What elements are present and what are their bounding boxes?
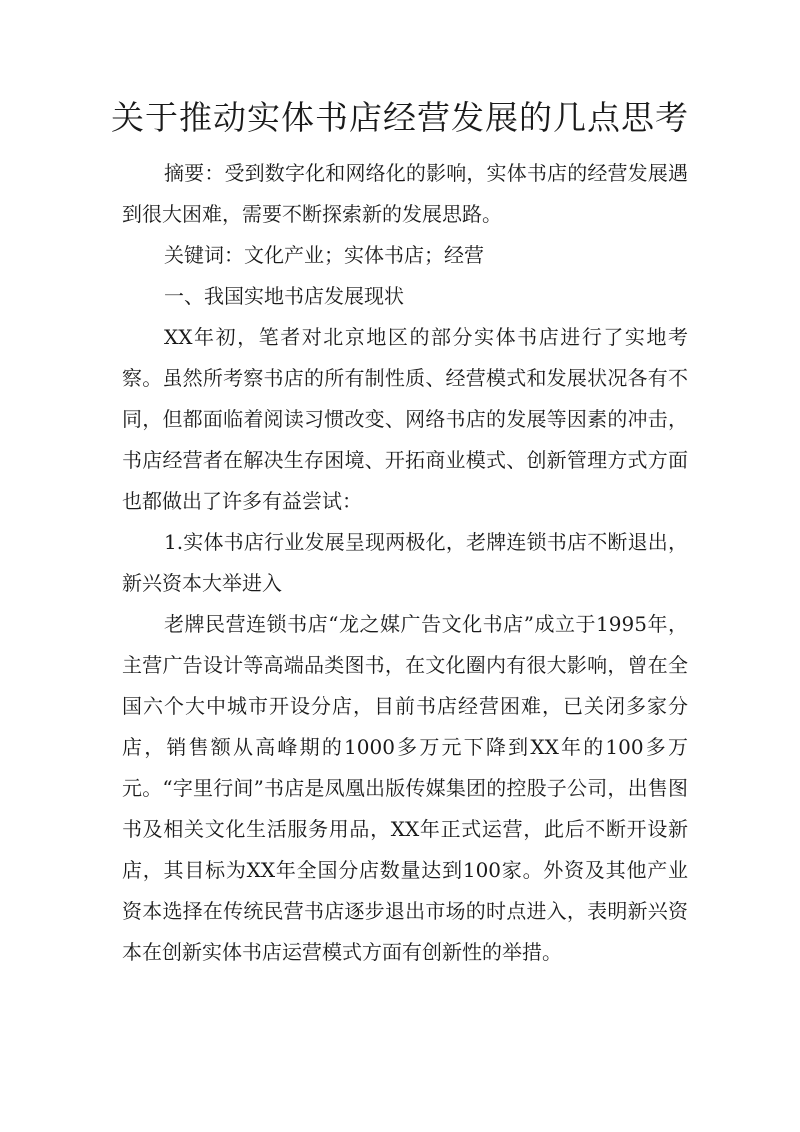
document-body bbox=[122, 153, 688, 973]
document-title: 关于推动实体书店经营发展的几点思考 bbox=[111, 98, 689, 137]
abstract-paragraph: 摘要：受到数字化和网络化的影响，实体书店的经营发展遇到很大困难，需要不断探索新的发展思路。 bbox=[122, 161, 688, 226]
body-paragraph: XX年初，笔者对北京地区的部分实体书店进行了实地考察。虽然所考察书店的所有制性质、经营模式和发展状况各有不同，但都面临着阅读习惯改变、网络书店的发展等因素的冲击，书店经营者在解决生存困境、开拓商业模式、创新管理方式方面也都做出了许多有益尝试： bbox=[122, 325, 688, 513]
body-paragraph: 老牌民营连锁书店“龙之媒广告文化书店”成立于1995年，主营广告设计等高端品类图书，在文化圈内有很大影响，曾在全国六个大中城市开设分店，目前书店经营困难，已关闭多家分店，销售额从高峰期的1000多万元下降到XX年的100多万元。“字里行间”书店是凤凰出版传媒集团的控股子公司，出售图书及相关文化生活服务用品，XX年正式运营，此后不断开设新店，其目标为XX年全国分店数量达到100家。外资及其他产业资本选择在传统民营书店逐步退出市场的时点进入，表明新兴资本在创新实体书店运营模式方面有创新性的举措。 bbox=[122, 612, 688, 964]
section-heading-1: 一、我国实地书店发展现状 bbox=[164, 284, 404, 308]
subsection-heading-1: 1.实体书店行业发展呈现两极化，老牌连锁书店不断退出，新兴资本大举进入 bbox=[122, 530, 688, 595]
keywords-paragraph: 关键词：文化产业；实体书店；经营 bbox=[164, 243, 484, 267]
